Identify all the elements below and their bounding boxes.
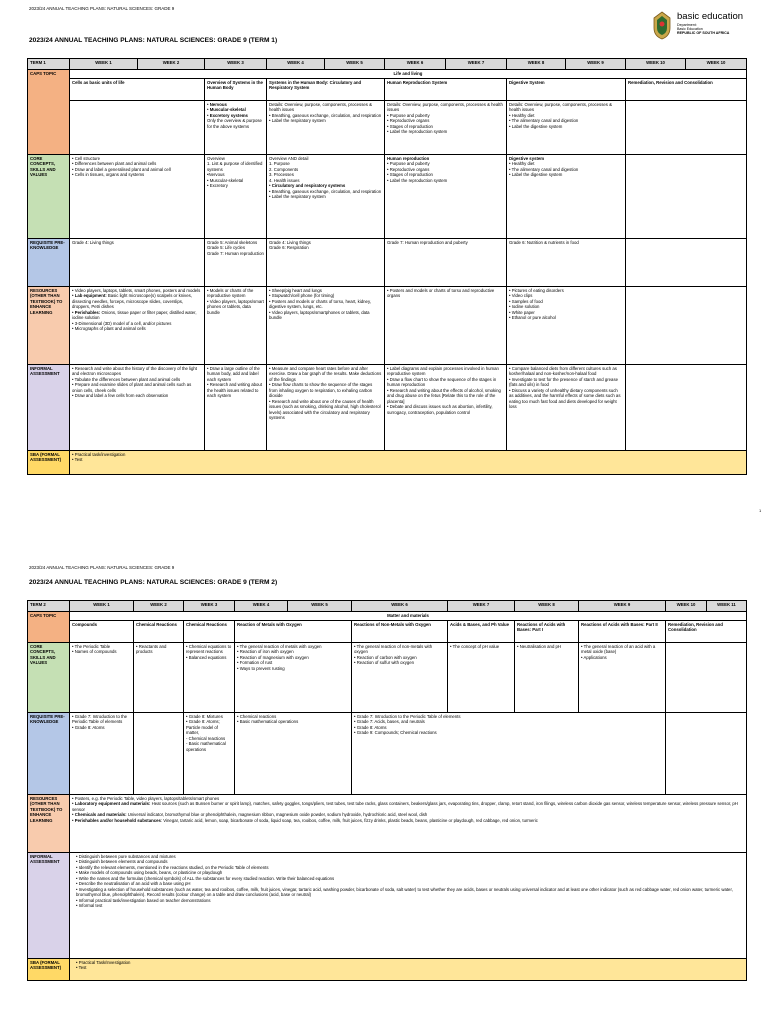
row-label-sba: SBA (FORMAL ASSESSMENT) [28,450,70,474]
informal-cell: • Draw a large outline of the human body, add and label each system • Research and writing about the health issues related to each system [205,364,267,450]
row-label-caps: CAPS TOPIC [28,70,70,155]
topic-cell: Acids & Bases, and Ph Value [448,620,515,642]
week-header: WEEK 4 [267,59,325,70]
page-title: 2023/24 ANNUAL TEACHING PLANS: NATURAL SCIENCES: GRADE 9 (TERM 2) [29,579,278,586]
informal-cell: • Measure and compare heart rates before and after exercise. Draw a bar graph of the results. Make deductions of the findings • Draw flow charts to show the sequence of the stages from inhaling oxygen to respiration, to exhaling carbon dioxide • Research and write about one of the causes of health issues (such as smoking, drinking alcohol, high cholesterol levels) associated with the circulatory and respiratory systems [267,364,385,450]
resources-cell: • Posters and models or charts of torso and reproductive organs [385,286,507,364]
row-label-informal: INFORMAL ASSESSMENT [28,364,70,450]
sba-row [28,958,747,980]
week-header: WEEK 9 [566,59,626,70]
topic-detail [626,100,747,154]
topic-detail: Details: Overview, purpose, components, processes & health issues • Healthy diet • The alimentary canal and digestion • Label the digestive system [507,100,626,154]
week-header: WEEK 1 [70,601,134,612]
caps-topic-row [28,612,747,621]
sba-row [28,450,747,474]
resources-cell: • Models or charts of the reproductive system • Video players, laptops/smart phones or tablets, data bundle [205,286,267,364]
resources-row [28,794,747,852]
core-cell [626,154,747,238]
resources-cell: • Pictures of eating disorders • Video clips • Samples of food • Iodine solution • White paper • Ethanol or pure alcohol [507,286,626,364]
core-cell: • The general reaction of an acid with a metal oxide (base) • Applications [579,642,666,712]
core-cell: Digestive system • Healthy diet • The alimentary canal and digestion • Label the digestive system [507,154,626,238]
core-cell: • The concept of pH value [448,642,515,712]
prereq-cell: Grade 5: Animal skeletons Grade 5: Life cycles Grade 7: Human reproduction [205,238,267,286]
topic-detail [70,100,205,154]
topic-detail-row [28,100,747,154]
week-header: WEEK 6 [352,601,448,612]
running-header: 2023/24 ANNUAL TEACHING PLANS: NATURAL SCIENCES: GRADE 9 [29,6,175,11]
caps-topic: Matter and materials [70,612,747,621]
resources-cell: • Video players, laptops, tablets, smart phones, posters and models • Lab equipment: Basic light microscope(s) scalpels or knives, dissecting needles, forceps, microscope slides, coverslips, droppers, Petri dishes • Perishables: Onions, tissue paper or filter paper, distilled water, iodine solution • 3-Dimensional (3D) model of a cell, and/or pictures • Micrographs of plant and animal cells [70,286,205,364]
prereq-row [28,712,747,794]
informal-cell [626,364,747,450]
informal-cell: • Research and write about the history of the discovery of the light and electron microscopes • Tabulate the differences between plant and animal cells • Prepare and examine slides of plant and animal cells such as onion cells, cheek cells • Draw and label a few cells from each observation [70,364,205,450]
week-header: WEEK 10 [666,601,707,612]
informal-cell: • Label diagrams and explain processes involved in human reproductive system • Draw a flow chart to show the sequence of the stages in human reproduction • Research and writing about the effects of alcohol, smoking and drug abuse on the fetus [Relate this to the role of the placenta] • Debate and discuss issues such as abortion, infertility, surrogacy, contraception, population control [385,364,507,450]
topic-cell: Chemical Reactions [184,620,235,642]
week-header: WEEK 2 [138,59,205,70]
prereq-cell [134,712,184,794]
row-label-core: CORE CONCEPTS, SKILLS AND VALUES [28,642,70,712]
page-title: 2023/24 ANNUAL TEACHING PLANS: NATURAL SCIENCES: GRADE 9 (TERM 1) [29,37,278,44]
core-cell: Overview AND detail 1. Purpose 2. Components 3. Processes 4. Health issues • Circulatory and respiratory systems • Breathing, gaseous exchange, circulation, and respiration • Label the respiratory system [267,154,385,238]
topic-cell: Reactions of Non-Metals with Oxygen [352,620,448,642]
topic-detail: Details: Overview, purpose, components, processes & health issues • Breathing, gaseous exchange, circulation, and respiration • Label the respiratory system [267,100,385,154]
core-cell: • Chemical equations to represent reactions • Balanced equations [184,642,235,712]
caps-topic: Life and living [70,70,747,79]
week-header: WEEK 4 [235,601,288,612]
core-cell: Human reproduction • Purpose and puberty • Reproductive organs • Stages of reproduction • Label the reproduction system [385,154,507,238]
week-header: WEEK 5 [288,601,352,612]
core-concepts-row [28,642,747,712]
informal-cell: • Distinguish between pure substances and mixtures • Distinguish between elements and compounds • Identify the relevant elements, mentioned in the reactions studied, on the Periodic Table of elements • Make models of compounds using beads, beans, or plasticine or playdough • Write the names and the formulas (chemical symbols) of ALL the substances for every studied reaction. Write their balanced equations • Describe the neutralisation of an acid with a base using pH • Investigating a selection of household substances (such as water, tea and rooibos, coffee, milk, fruit juices, vinegar, tartaric acid, washing powder, bicarbonate of soda, salt water) to test whether they are acids, bases or neutrals using universal indicator and at least one other indicator (such as red cabbage water, red onion water, turmeric water, bromothymol blue, phenolphthalein). Record results (colour change) on a table and draw conclusions (acid, base or neutral) • Informal practical task/investigation based on teacher demonstrations • Informal test [70,852,747,958]
prereq-cell: Grade 6: Nutrition & nutrients in food [507,238,626,286]
topic-cell: Reactions of Acids with Bases: Part II [579,620,666,642]
prereq-cell [666,712,747,794]
informal-row [28,852,747,958]
core-cell [666,642,747,712]
topic-detail: • Nervous • Muscular-skeletal • Excretory systems Only the overview & purpose for the above systems [205,100,267,154]
row-label-informal: INFORMAL ASSESSMENT [28,852,70,958]
core-cell: • Cell structure • Differences between plant and animal cells • Draw and label a generalised plant and animal cell • Cells in tissues, organs and systems [70,154,205,238]
page-number: 1 [759,508,762,513]
week-header: WEEK 10 [626,59,686,70]
week-header: WEEK 10 [686,59,747,70]
week-header: WEEK 3 [184,601,235,612]
prereq-row [28,238,747,286]
row-label-sba: SBA (FORMAL ASSESSMENT) [28,958,70,980]
core-cell: • Neutralisation and pH [515,642,579,712]
resources-row [28,286,747,364]
topic-cell: Human Reproduction System [385,78,507,100]
topic-cell: Chemical Reactions [134,620,184,642]
sba-cell: • Practical task/investigation • Test [70,450,747,474]
core-cell: • The Periodic Table • Names of compounds [70,642,134,712]
prereq-cell: • Grade 8: Mixtures • Grade 8: Atoms; Particle model of matter, - Chemical reactions - Basic mathematical operations [184,712,235,794]
coat-of-arms-icon [650,10,674,40]
row-label-resources: RESOURCES (OTHER THAN TEXTBOOK) TO ENHANCE LEARNING [28,794,70,852]
resources-cell: • Sheep/pig heart and lungs • Stopwatch/cell phone (for timing) • Posters and models or charts of torso, heart, kidney, digestive system, lungs, etc. • Video players, laptops/smartphones or tablets, data bundle [267,286,385,364]
sba-cell: • Practical Task/Investigation • Test [70,958,747,980]
informal-row [28,364,747,450]
week-header: WEEK 7 [448,601,515,612]
term-label: TERM 1 [28,59,70,70]
prereq-cell: • Grade 7: Introduction to the Periodic Table of elements • Grade 8: Atoms [70,712,134,794]
resources-cell [626,286,747,364]
week-header: WEEK 6 [385,59,446,70]
core-cell: • The general reaction of non-metals with oxygen • Reaction of carbon with oxygen • Reaction of sulfur with oxygen [352,642,448,712]
prereq-cell: Grade 7: Human reproduction and puberty [385,238,507,286]
term-label: TERM 2 [28,601,70,612]
dbe-logo [650,10,768,42]
term2-table [27,600,747,981]
week-header: WEEK 5 [325,59,385,70]
topic-row [28,620,747,642]
core-cell: • The general reaction of metals with oxygen • Reaction of iron with oxygen • Reaction of magnesium with oxygen • Formation of rust • Ways to prevent rusting [235,642,352,712]
topic-cell: Remediation, Revision and Consolidation [666,620,747,642]
logo-subtitle: Department: Basic Education REPUBLIC OF SOUTH AFRICA [677,23,730,36]
core-cell: Overview 1. List & purpose of identified systems •Nervous • Muscular-skeletal • Excretory [205,154,267,238]
week-header: WEEK 7 [446,59,507,70]
topic-cell: Cells as basic units of life [70,78,205,100]
row-label-prereq: REQUISITE PRE-KNOWLEDGE [28,238,70,286]
week-header-row [28,601,747,612]
week-header: WEEK 2 [134,601,184,612]
term1-table [27,58,747,475]
topic-cell: Remediation, Revision and Consolidation [626,78,747,100]
term2-page [0,545,768,1024]
core-cell: • Reactants and products [134,642,184,712]
week-header: WEEK 9 [579,601,666,612]
prereq-cell: Grade 4: Living things [70,238,205,286]
core-concepts-row [28,154,747,238]
topic-row [28,78,747,100]
topic-cell: Systems in the Human Body: Circulatory and Respiratory System [267,78,385,100]
topic-cell: Overview of Systems in the Human Body [205,78,267,100]
topic-cell: Reactions of Acids with Bases: Part I [515,620,579,642]
prereq-cell: • Chemical reactions • Basic mathematical operations [235,712,352,794]
week-header-row [28,59,747,70]
row-label-prereq: REQUISITE PRE-KNOWLEDGE [28,712,70,794]
week-header: WEEK 8 [515,601,579,612]
prereq-cell: Grade 4: Living things Grade 6: Respiration [267,238,385,286]
caps-topic-row [28,70,747,79]
prereq-cell [626,238,747,286]
topic-cell: Reaction of Metals with Oxygen [235,620,352,642]
logo-title: basic education [677,11,744,22]
prereq-cell: • Grade 7: Introduction to the Periodic Table of elements • Grade 7: Acids, bases, and neutrals • Grade 8: Atoms • Grade 9: Compounds; Chemical reactions [352,712,666,794]
topic-detail: Details: Overview, purpose, components, processes & health issues • Purpose and puberty • Reproductive organs • Stages of reproduction • Label the reproduction system [385,100,507,154]
running-header: 2023/24 ANNUAL TEACHING PLANS: NATURAL SCIENCES: GRADE 9 [29,565,175,570]
row-label-caps: CAPS TOPIC [28,612,70,643]
week-header: WEEK 3 [205,59,267,70]
topic-cell: Digestive System [507,78,626,100]
row-label-resources: RESOURCES (OTHER THAN TEXTBOOK) TO ENHANCE LEARNING [28,286,70,364]
informal-cell: • Compare balanced diets from different cultures such as kosher/halaal and non-kosher/non-halaal food • Investigate to test for the presence of starch and grease (fats and oils) in food • Discuss a variety of unhealthy dietary components such as additives, and the harmful effects of some diets such as eating too much fast food and diets developed for weight loss [507,364,626,450]
resources-cell: • Posters, e.g. the Periodic Table, video players, laptops/tablets/smart phones • Laboratory equipment and materials: Heat sources (such as Bunsen burner or spirit lamp), matches, safety goggles, tongs/pliers, test tubes, test tube racks, glass containers, beakers/glass jars, evaporating tins, dropper, clamp, retort stand, iron filings, wireless carbon dioxide gas sensor, wireless temperature sensor, wireless pressure sensor, pH sensor • Chemicals and materials: Universal indicator, bromothymol blue or phenolphthalein, magnesium ribbon, magnesium oxide powder, sodium hydroxide, hydrochloric acid, steel wool, dish • Perishables and/or household substances: Vinegar, tartaric acid, lemon, soap, bicarbonate of soda, liquid soap, tea, rooibos, coffee, milk, fruit juices, fizzy drinks, plastic beads, beans, plasticine or playdough, red cabbage, red onion, turmeric [70,794,747,852]
week-header: WEEK 8 [507,59,566,70]
row-label-core: CORE CONCEPTS, SKILLS AND VALUES [28,154,70,238]
week-header: WEEK 1 [70,59,138,70]
topic-cell: Compounds [70,620,134,642]
week-header: WEEK 11 [707,601,747,612]
